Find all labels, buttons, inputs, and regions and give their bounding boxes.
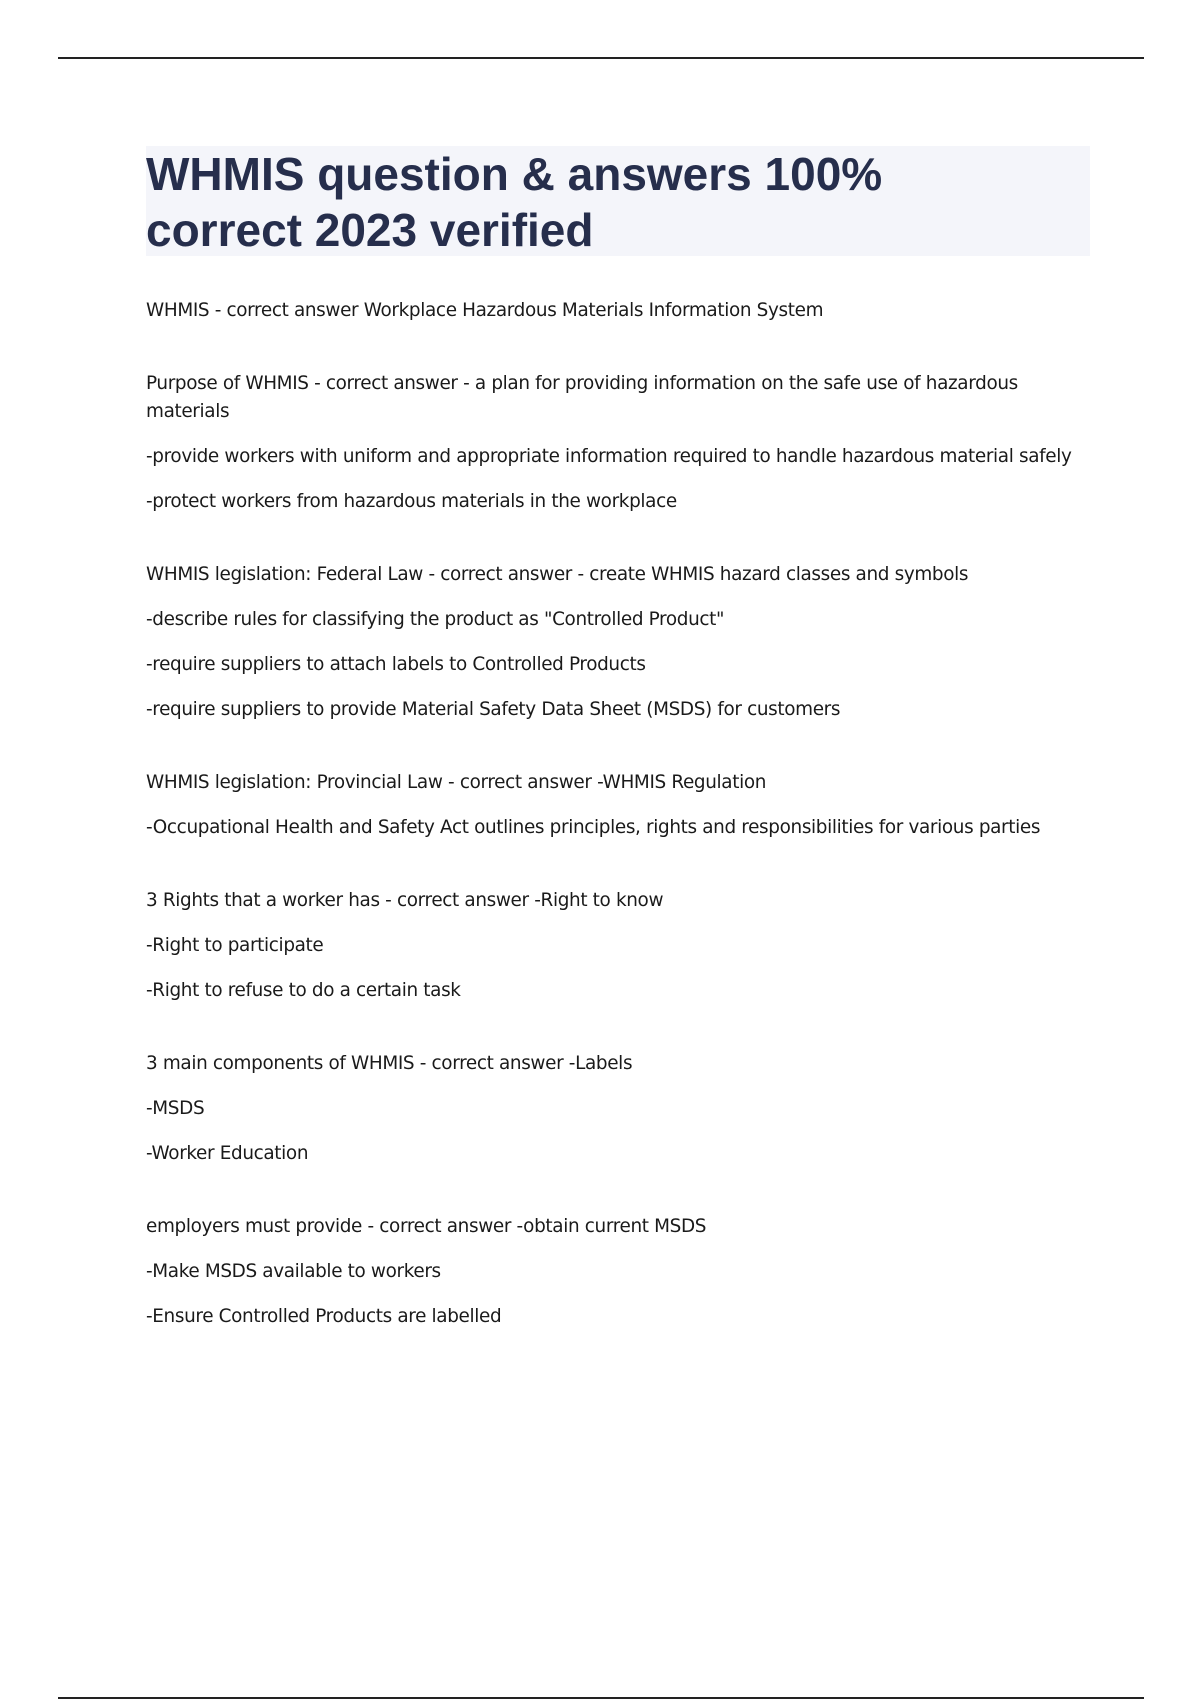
- document-title: WHMIS question & answers 100% correct 2023 verified: [146, 148, 883, 256]
- qa-line: -Make MSDS available to workers: [146, 1261, 441, 1282]
- qa-entry: [146, 370, 1106, 516]
- qa-line: -describe rules for classifying the product as "Controlled Product": [146, 609, 725, 630]
- qa-line: WHMIS legislation: Provincial Law - correct answer -WHMIS Regulation: [146, 772, 767, 793]
- title-banner: [146, 146, 1090, 256]
- qa-line: -Occupational Health and Safety Act outlines principles, rights and responsibilities for various parties: [146, 817, 1041, 838]
- qa-line: -Ensure Controlled Products are labelled: [146, 1306, 502, 1327]
- qa-entry: [146, 1050, 1106, 1168]
- top-rule: [58, 57, 1144, 59]
- qa-line: WHMIS - correct answer Workplace Hazardous Materials Information System: [146, 300, 824, 321]
- qa-line: employers must provide - correct answer -obtain current MSDS: [146, 1216, 707, 1237]
- qa-entry: [146, 887, 1106, 1005]
- qa-line: 3 main components of WHMIS - correct answer -Labels: [146, 1053, 633, 1074]
- qa-line: -MSDS: [146, 1098, 205, 1119]
- qa-line: -Right to participate: [146, 935, 324, 956]
- bottom-rule: [58, 1697, 1144, 1699]
- qa-entry: [146, 1213, 1106, 1331]
- document-body: [146, 297, 1106, 1376]
- qa-line: -Worker Education: [146, 1143, 309, 1164]
- qa-line: -protect workers from hazardous materials in the workplace: [146, 491, 677, 512]
- qa-line: -provide workers with uniform and appropriate information required to handle hazardous material safely: [146, 446, 1072, 467]
- qa-entry: [146, 297, 1106, 325]
- qa-entry: [146, 561, 1106, 724]
- qa-entry: [146, 769, 1106, 842]
- qa-line: -require suppliers to attach labels to Controlled Products: [146, 654, 646, 675]
- qa-line: -require suppliers to provide Material Safety Data Sheet (MSDS) for customers: [146, 699, 841, 720]
- qa-line: Purpose of WHMIS - correct answer - a plan for providing information on the safe use of hazardous materials: [146, 373, 1018, 422]
- qa-line: WHMIS legislation: Federal Law - correct answer - create WHMIS hazard classes and symbols: [146, 564, 969, 585]
- qa-line: 3 Rights that a worker has - correct answer -Right to know: [146, 890, 664, 911]
- qa-line: -Right to refuse to do a certain task: [146, 980, 461, 1001]
